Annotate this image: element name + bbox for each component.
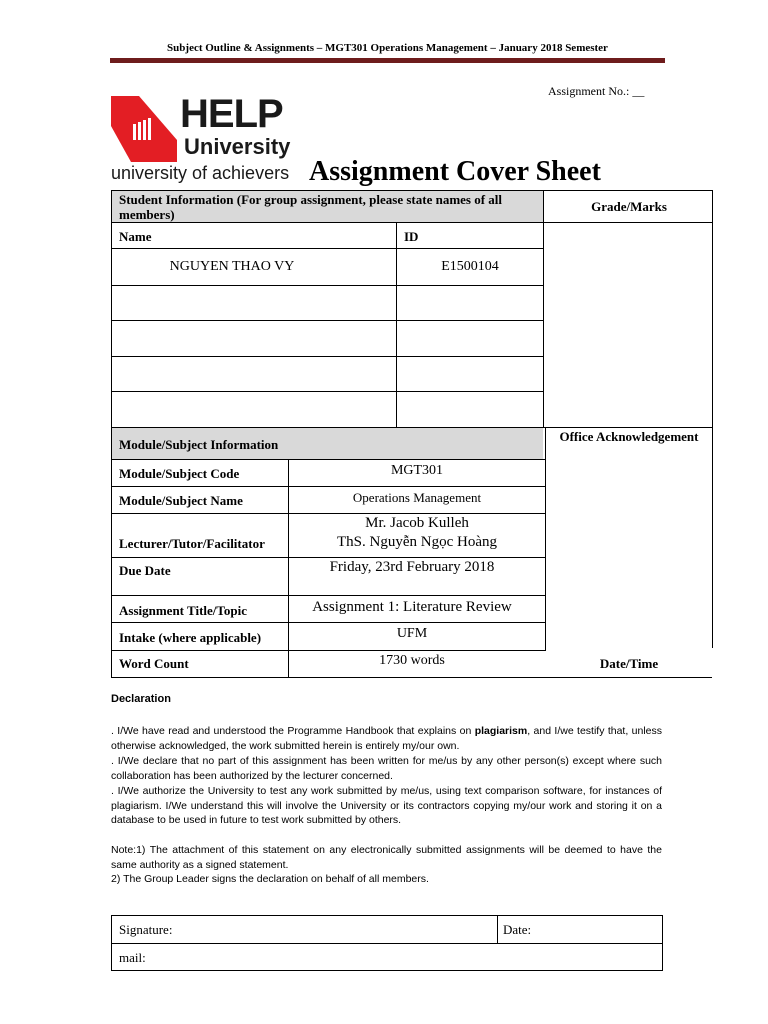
- id-column-header: ID: [404, 229, 419, 244]
- declaration-paragraph-2: . I/We declare that no part of this assignment has been written for me/us by any other person(s) except where such collaboration has been authorized by the lecturer concerned.: [111, 755, 662, 782]
- declaration-heading: Declaration: [111, 693, 171, 705]
- module-code-label: Module/Subject Code: [119, 466, 240, 481]
- intake-value[interactable]: UFM: [396, 626, 428, 641]
- header-divider: [110, 58, 665, 63]
- office-acknowledgement-heading: Office Acknowledgement: [559, 429, 699, 444]
- module-code-value[interactable]: MGT301: [390, 463, 444, 478]
- word-count-value[interactable]: 1730 words: [379, 653, 445, 668]
- assignment-title-value[interactable]: Assignment 1: Literature Review: [312, 599, 512, 615]
- student-name-1[interactable]: NGUYEN THAO VY: [169, 259, 295, 274]
- logo-help-text: HELP: [180, 92, 283, 136]
- lecturer-value-line2[interactable]: ThS. Nguyễn Ngọc Hoàng: [337, 534, 497, 550]
- declaration-paragraph-3: . I/We authorize the University to test any work submitted by me/us, using text comparison software, for instances of plagiarism. I/We understand this will involve the University or its contractors copying my/our work and storing it on a database to be used in future to test work submitted by others.: [111, 785, 662, 826]
- document-header: Subject Outline & Assignments – MGT301 Operations Management – January 2018 Semester: [167, 42, 608, 54]
- date-field[interactable]: Date:: [503, 922, 532, 937]
- help-university-logo-icon: [111, 96, 177, 162]
- module-name-value[interactable]: Operations Management: [352, 490, 482, 505]
- module-info-heading: Module/Subject Information: [119, 437, 279, 452]
- student-id-1[interactable]: E1500104: [441, 259, 499, 274]
- grade-marks-heading: Grade/Marks: [591, 199, 667, 214]
- module-name-label: Module/Subject Name: [119, 493, 243, 508]
- logo-university-text: University: [184, 134, 291, 159]
- declaration-note-2: 2) The Group Leader signs the declaration on behalf of all members.: [111, 873, 429, 885]
- assignment-number: Assignment No.: __: [548, 84, 645, 98]
- due-date-label: Due Date: [119, 563, 171, 578]
- student-info-heading: Student Information (For group assignment, please state names of all members): [119, 192, 503, 222]
- assignment-title-label: Assignment Title/Topic: [119, 603, 247, 618]
- due-date-value[interactable]: Friday, 23rd February 2018: [329, 559, 495, 575]
- page-title: Assignment Cover Sheet: [309, 156, 601, 187]
- date-time-label: Date/Time: [599, 656, 659, 671]
- declaration-note-1: Note:1) The attachment of this statement on any electronically submitted assignments will be deemed to have the same authority as a signed statement.: [111, 844, 662, 871]
- word-count-label: Word Count: [119, 656, 189, 671]
- signature-field[interactable]: Signature:: [119, 922, 173, 937]
- intake-label: Intake (where applicable): [119, 630, 262, 645]
- mail-field[interactable]: mail:: [119, 950, 146, 965]
- lecturer-label: Lecturer/Tutor/Facilitator: [119, 536, 265, 551]
- logo-tagline: university of achievers: [111, 163, 290, 183]
- lecturer-value-line1[interactable]: Mr. Jacob Kulleh: [365, 515, 469, 531]
- declaration-paragraph-1: . I/We have read and understood the Programme Handbook that explains on plagiarism, and I/we testify that, unless otherwise acknowledged, the work submitted herein is entirely my/our own.: [111, 725, 662, 752]
- name-column-header: Name: [119, 229, 152, 244]
